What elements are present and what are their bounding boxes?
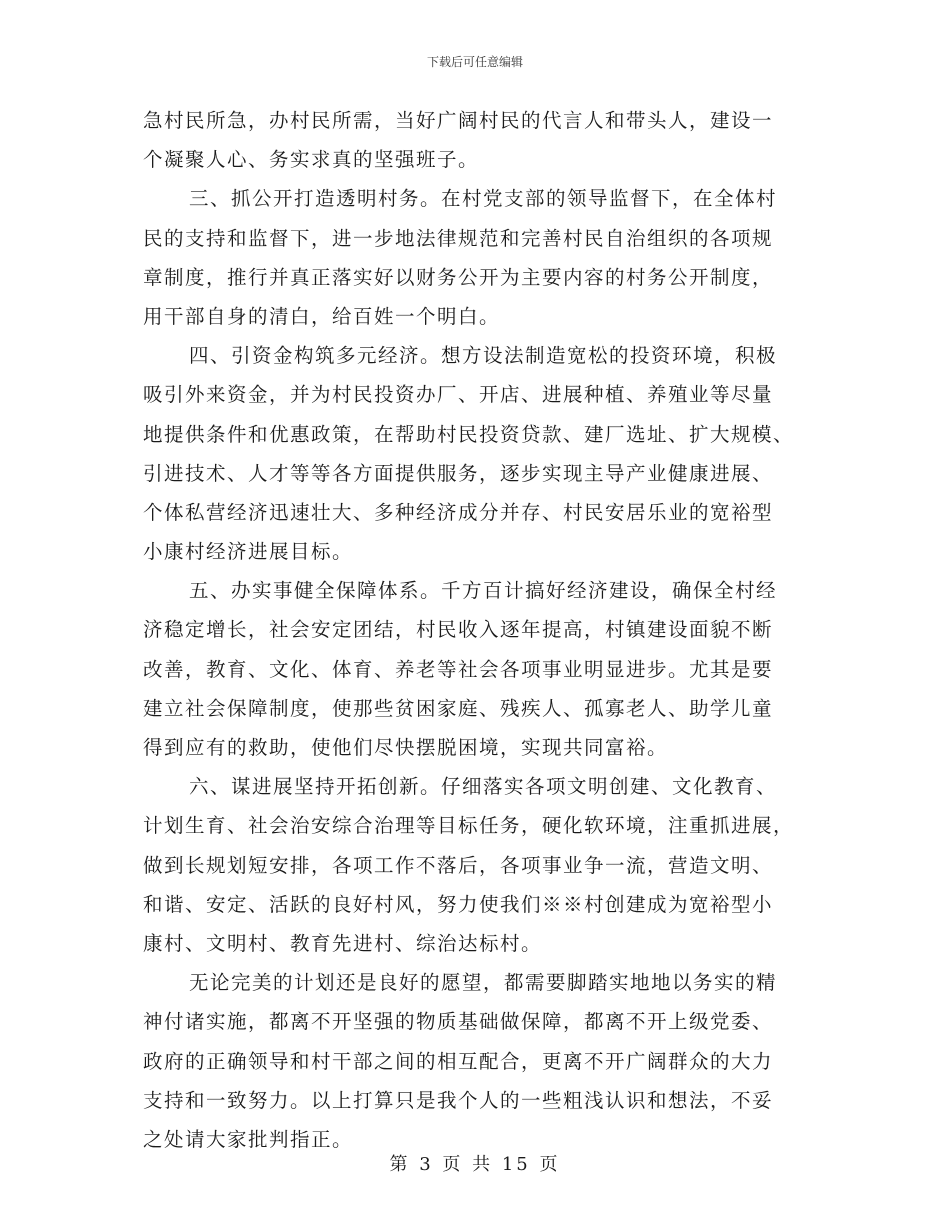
text-line: 地提供条件和优惠政策，在帮助村民投资贷款、建厂选址、扩大规模、 bbox=[143, 422, 795, 446]
text-line: 引进技术、人才等等各方面提供服务，逐步实现主导产业健康进展、 bbox=[143, 461, 774, 485]
paragraph-start-line: 五、办实事健全保障体系。千方百计搞好经济建设，确保全村经 bbox=[189, 579, 778, 603]
page-header: 下载后可任意编辑 bbox=[426, 55, 523, 69]
paragraph-start-line: 三、抓公开打造透明村务。在村党支部的领导监督下，在全体村 bbox=[189, 187, 778, 211]
paragraph-start-line: 四、引资金构筑多元经济。想方设法制造宽松的投资环境，积极 bbox=[189, 344, 778, 368]
text-line: 建立社会保障制度，使那些贫困家庭、残疾人、孤寡老人、助学儿童 bbox=[143, 696, 774, 720]
text-line: 急村民所急，办村民所需，当好广阔村民的代言人和带头人，建设一 bbox=[143, 109, 774, 132]
text-line: 支持和一致努力。以上打算只是我个人的一些粗浅认识和想法，不妥 bbox=[143, 1088, 774, 1112]
text-line: 做到长规划短安排，各项工作不落后，各项事业争一流，营造文明、 bbox=[143, 853, 774, 877]
text-line: 和谐、安定、活跃的良好村风，努力使我们※※村创建成为宽裕型小 bbox=[143, 892, 774, 916]
text-line: 用干部自身的清白，给百姓一个明白。 bbox=[143, 304, 501, 328]
text-line: 章制度，推行并真正落实好以财务公开为主要内容的村务公开制度， bbox=[143, 265, 774, 289]
text-line: 个体私营经济迅速壮大、多种经济成分并存、村民安居乐业的宽裕型 bbox=[143, 500, 774, 524]
text-line: 之处请大家批判指正。 bbox=[143, 1127, 354, 1151]
text-line: 改善，教育、文化、体育、养老等社会各项事业明显进步。尤其是要 bbox=[143, 657, 774, 681]
text-line: 神付诸实施，都离不开坚强的物质基础做保障，都离不开上级党委、 bbox=[143, 1010, 774, 1034]
paragraph-start-line: 无论完美的计划还是良好的愿望，都需要脚踏实地地以务实的精 bbox=[189, 971, 778, 995]
text-line: 小康村经济进展目标。 bbox=[143, 540, 354, 564]
text-line: 得到应有的救助，使他们尽快摆脱困境，实现共同富裕。 bbox=[143, 736, 669, 759]
text-line: 个凝聚人心、务实求真的坚强班子。 bbox=[143, 148, 480, 172]
text-line: 计划生育、社会治安综合治理等目标任务，硬化软环境，注重抓进展， bbox=[143, 814, 795, 838]
document-body bbox=[143, 101, 815, 1159]
text-line: 济稳定增长，社会安定团结，村民收入逐年提高，村镇建设面貌不断 bbox=[143, 618, 774, 642]
paragraph-start-line: 六、谋进展坚持开拓创新。仔细落实各项文明创建、文化教育、 bbox=[189, 775, 778, 799]
text-line: 吸引外来资金，并为村民投资办厂、开店、进展种植、养殖业等尽量 bbox=[143, 383, 774, 407]
page-footer: 第 3 页 共 15 页 bbox=[389, 1154, 561, 1175]
text-line: 民的支持和监督下，进一步地法律规范和完善村民自治组织的各项规 bbox=[143, 226, 774, 250]
text-line: 康村、文明村、教育先进村、综治达标村。 bbox=[143, 931, 543, 955]
text-line: 政府的正确领导和村干部之间的相互配合，更离不开广阔群众的大力 bbox=[143, 1049, 774, 1073]
